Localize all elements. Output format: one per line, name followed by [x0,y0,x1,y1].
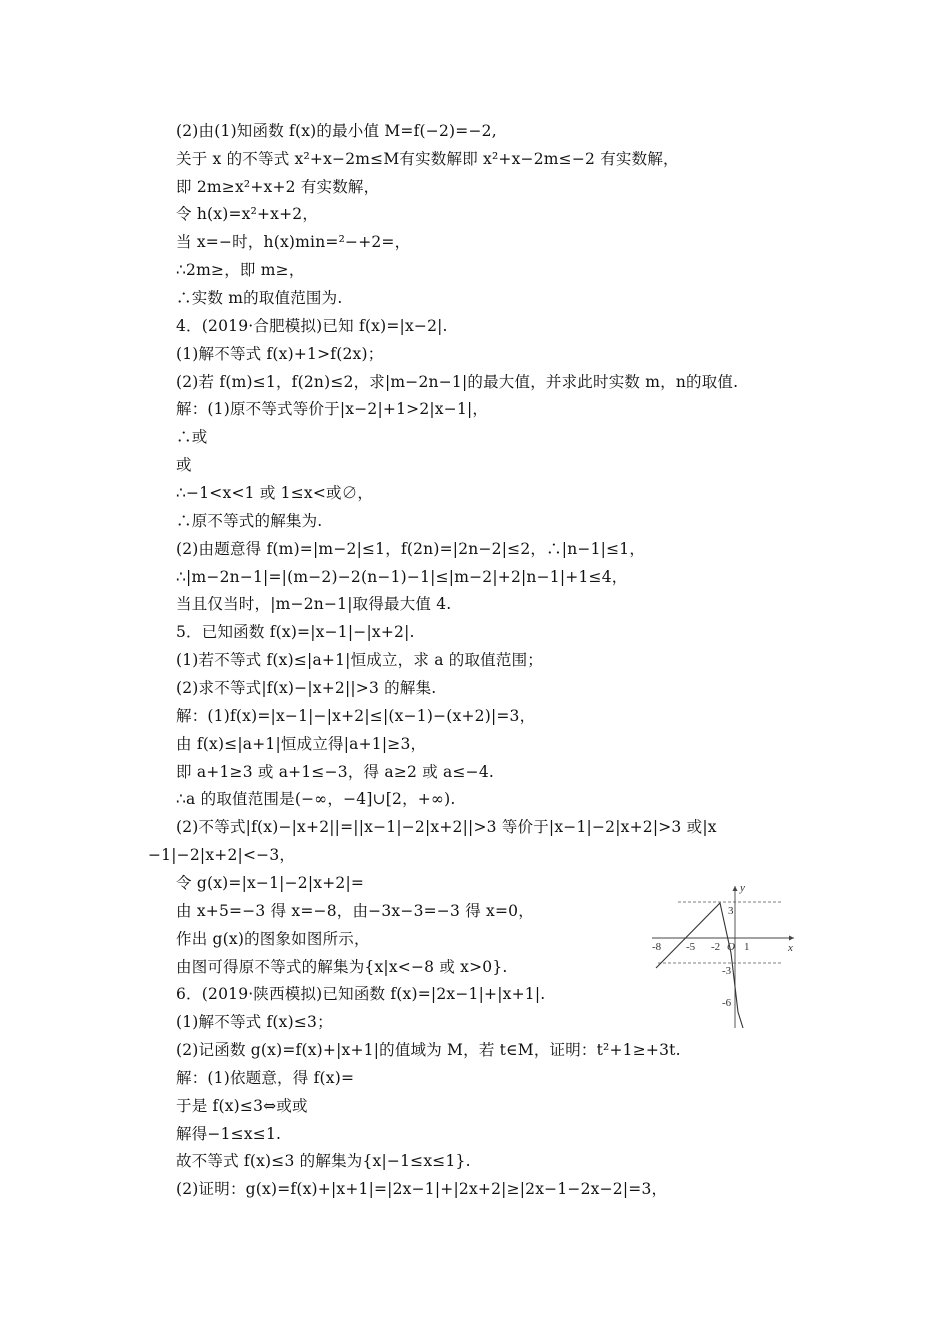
y-tick-label: 3 [728,905,734,917]
text-line: ∴实数 m的取值范围为. [176,289,343,307]
text-line: ∴−1<x<1 或 1≤x<或∅， [176,484,374,502]
text-line: 当 x=−时，h(x)min=²−+2=， [176,233,411,251]
text-line: 由 x+5=−3 得 x=−8，由−3x−3=−3 得 x=0， [176,902,534,920]
x-tick-label: 1 [744,941,750,953]
x-tick-label: -2 [711,941,721,953]
text-line: (1)若不等式 f(x)≤|a+1|恒成立，求 a 的取值范围； [176,651,543,669]
text-line: 由图可得原不等式的解集为{x|x<−8 或 x>0}. [176,958,508,976]
origin-label: O [727,941,735,953]
text-line: 即 2m≥x²+x+2 有实数解， [176,178,380,196]
y-axis-arrow [733,886,738,891]
text-line: (2)由(1)知函数 f(x)的最小值 M=f(−2)=−2, [176,122,497,140]
text-line: ∴原不等式的解集为. [176,512,323,530]
text-line: 解：(1)f(x)=|x−1|−|x+2|≤|(x−1)−(x+2)|=3， [176,707,536,725]
text-line: (2)不等式|f(x)−|x+2||=||x−1|−2|x+2||>3 等价于|x−1|−2|x+2|>3 或|x [176,818,717,836]
axis-x-label: x [788,942,793,954]
x-axis-arrow [789,936,794,941]
text-line: ∴|m−2n−1|=|(m−2)−2(n−1)−1|≤|m−2|+2|n−1|+1≤4， [176,568,628,586]
text-line: 令 h(x)=x²+x+2， [176,205,319,223]
y-tick-label: -3 [722,965,732,977]
function-graph [648,880,798,1030]
text-line: 解得−1≤x≤1. [176,1125,282,1143]
text-line: 关于 x 的不等式 x²+x−2m≤M有实数解即 x²+x−2m≤−2 有实数解， [176,150,679,168]
text-line: 解：(1)原不等式等价于|x−2|+1>2|x−1|， [176,400,489,418]
text-line: 解：(1)依题意，得 f(x)= [176,1069,355,1087]
text-line: 当且仅当时，|m−2n−1|取得最大值 4. [176,595,452,613]
x-tick-label: -8 [652,941,662,953]
text-line: ∴或 [176,428,208,446]
text-line: −1|−2|x+2|<−3， [148,846,296,864]
text-line: (2)若 f(m)≤1，f(2n)≤2，求|m−2n−1|的最大值，并求此时实数 m，n的取值. [176,373,739,391]
text-line: 由 f(x)≤|a+1|恒成立得|a+1|≥3， [176,735,427,753]
text-line: 5．已知函数 f(x)=|x−1|−|x+2|. [176,623,415,641]
text-line: 于是 f(x)≤3⇔或或 [176,1097,308,1115]
text-line: 4．(2019·合肥模拟)已知 f(x)=|x−2|. [176,317,448,335]
text-line: (2)证明：g(x)=f(x)+|x+1|=|2x−1|+|2x+2|≥|2x−1−2x−2|=3， [176,1180,668,1198]
y-tick-label: -6 [722,997,732,1009]
text-line: ∴2m≥，即 m≥， [176,261,305,279]
text-line: (2)记函数 g(x)=f(x)+|x+1|的值域为 M，若 t∈M，证明：t²+1≥+3t. [176,1041,681,1059]
text-line: (1)解不等式 f(x)+1>f(2x)； [176,345,384,363]
text-line: 即 a+1≥3 或 a+1≤−3，得 a≥2 或 a≤−4. [176,763,495,781]
text-line: 故不等式 f(x)≤3 的解集为{x|−1≤x≤1}. [176,1152,471,1170]
text-line: (2)求不等式|f(x)−|x+2||>3 的解集. [176,679,437,697]
text-line: 6．(2019·陕西模拟)已知函数 f(x)=|2x−1|+|x+1|. [176,985,546,1003]
text-line: (2)由题意得 f(m)=|m−2|≤1，f(2n)=|2n−2|≤2，∴|n−1|≤1， [176,540,646,558]
text-line: (1)解不等式 f(x)≤3； [176,1013,333,1031]
text-line: 或 [176,456,192,474]
text-line: 作出 g(x)的图象如图所示， [176,930,370,948]
text-line: ∴a 的取值范围是(−∞，−4]∪[2，+∞). [176,790,456,808]
text-line: 令 g(x)=|x−1|−2|x+2|= [176,874,365,892]
axis-y-label: y [740,882,745,894]
x-tick-label: -5 [686,941,696,953]
